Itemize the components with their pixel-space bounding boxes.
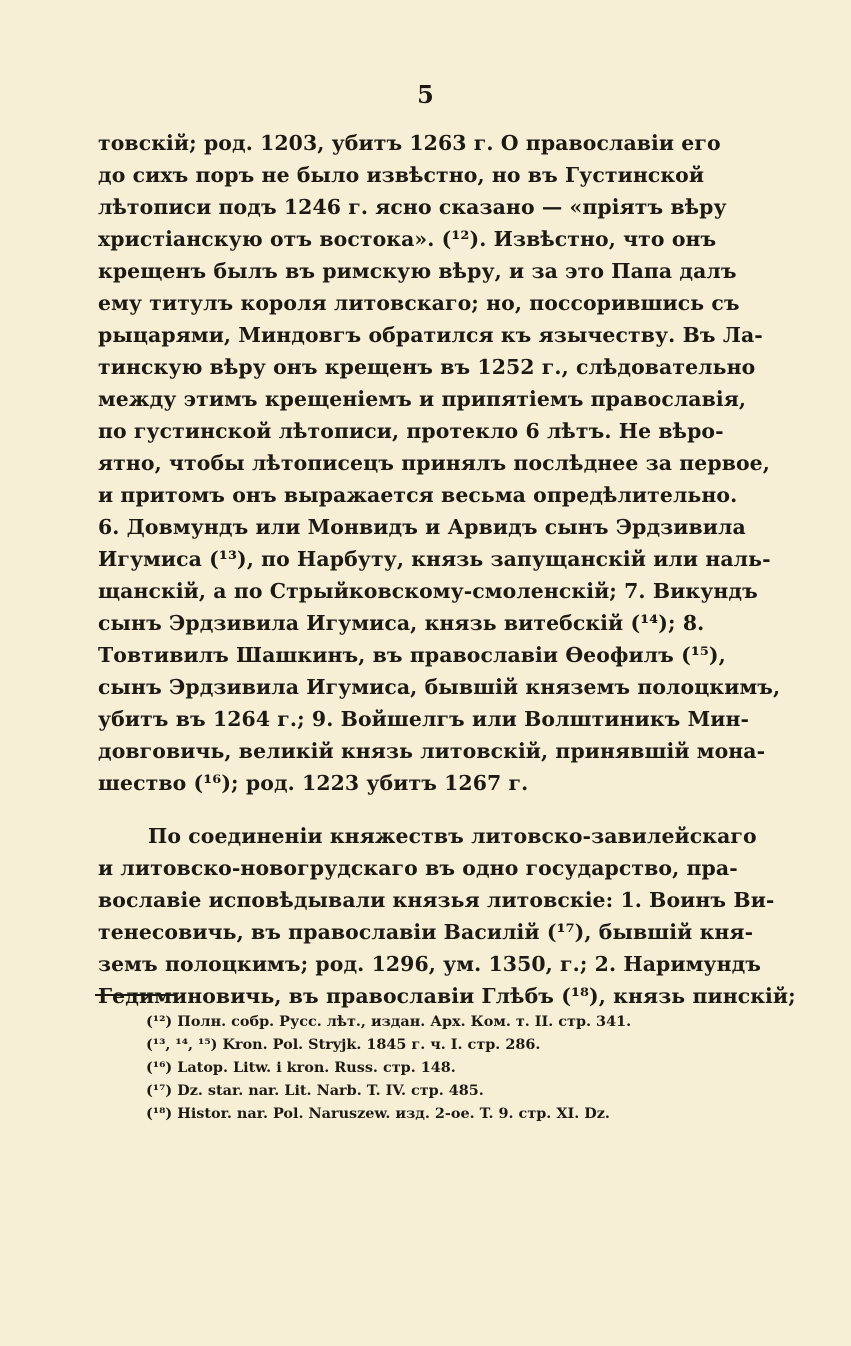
body-text bbox=[98, 127, 796, 1012]
text-line: Товтивилъ Шашкинъ, въ православіи Ѳеофилъ (¹⁵), bbox=[98, 643, 726, 667]
text-line: Игумиса (¹³), по Нарбуту, князь запущанскій или наль- bbox=[98, 547, 771, 571]
footnote: (¹⁷) Dz. star. nar. Lit. Narb. T. IV. стр. 485. bbox=[146, 1082, 484, 1099]
text-line: тинскую вѣру онъ крещенъ въ 1252 г., слѣдовательно bbox=[98, 355, 756, 379]
text-line: По соединеніи княжествъ литовско-завилейскаго bbox=[148, 824, 757, 848]
footnote: (¹³, ¹⁴, ¹⁵) Kron. Pol. Stryjk. 1845 г. ч. I. стр. 286. bbox=[146, 1036, 541, 1053]
text-line: тенесовичь, въ православіи Василій (¹⁷), бывшій кня- bbox=[98, 920, 754, 944]
footnote: (¹⁶) Latop. Litw. i kron. Russ. стр. 148. bbox=[146, 1059, 456, 1076]
text-line: убитъ въ 1264 г.; 9. Войшелгъ или Волштиникъ Мин- bbox=[98, 707, 750, 731]
text-line: довговичь, великій князь литовскій, принявшій мона- bbox=[98, 739, 766, 763]
footnote: (¹⁸) Histor. nar. Pol. Naruszew. изд. 2-ое. T. 9. стр. XI. Dz. bbox=[146, 1105, 610, 1122]
text-line: щанскій, а по Стрыйковскому-смоленскій; 7. Викундъ bbox=[98, 579, 758, 603]
text-line: Гедиминовичь, въ православіи Глѣбъ (¹⁸), князь пинскій; bbox=[98, 984, 796, 1008]
text-line: до сихъ поръ не было извѣстно, но въ Густинской bbox=[98, 163, 705, 187]
text-line: рыцарями, Миндовгъ обратился къ язычеству. Въ Ла- bbox=[98, 323, 763, 347]
footnotes bbox=[146, 1010, 706, 1125]
text-line: ему титулъ короля литовскаго; но, поссорившись съ bbox=[98, 291, 740, 315]
text-line: сынъ Эрдзивила Игумиса, бывшій княземъ полоцкимъ, bbox=[98, 675, 781, 699]
text-line: между этимъ крещеніемъ и припятіемъ православія, bbox=[98, 387, 747, 411]
text-line: и притомъ онъ выражается весьма опредѣлительно. bbox=[98, 483, 738, 507]
paragraph-1 bbox=[98, 127, 781, 799]
footnote: (¹²) Полн. собр. Русс. лѣт., издан. Арх. Ком. т. II. стр. 341. bbox=[146, 1013, 632, 1030]
text-line: лѣтописи подъ 1246 г. ясно сказано — «пріятъ вѣру bbox=[98, 195, 727, 219]
paragraph-2 bbox=[98, 820, 796, 1012]
text-line: ятно, чтобы лѣтописецъ принялъ послѣднее за первое, bbox=[98, 451, 770, 475]
footnote-divider bbox=[95, 994, 175, 996]
text-line: товскій; род. 1203, убитъ 1263 г. О православіи его bbox=[98, 131, 721, 155]
text-line: христіанскую отъ востока». (¹²). Извѣстно, что онъ bbox=[98, 227, 717, 251]
text-line: сынъ Эрдзивила Игумиса, князь витебскій (¹⁴); 8. bbox=[98, 611, 705, 635]
page-number: 5 bbox=[417, 80, 434, 109]
text-line: вославіе исповѣдывали князья литовскіе: 1. Воинъ Ви- bbox=[98, 888, 775, 912]
text-line: крещенъ былъ въ римскую вѣру, и за это Папа далъ bbox=[98, 259, 737, 283]
text-line: шество (¹⁶); род. 1223 убитъ 1267 г. bbox=[98, 771, 529, 795]
text-line: земъ полоцкимъ; род. 1296, ум. 1350, г.; 2. Наримундъ bbox=[98, 952, 762, 976]
text-line: по густинской лѣтописи, протекло 6 лѣтъ. Не вѣро- bbox=[98, 419, 724, 443]
text-line: и литовско-новогрудскаго въ одно государство, пра- bbox=[98, 856, 738, 880]
text-line: 6. Довмундъ или Монвидъ и Арвидъ сынъ Эрдзивила bbox=[98, 515, 746, 539]
